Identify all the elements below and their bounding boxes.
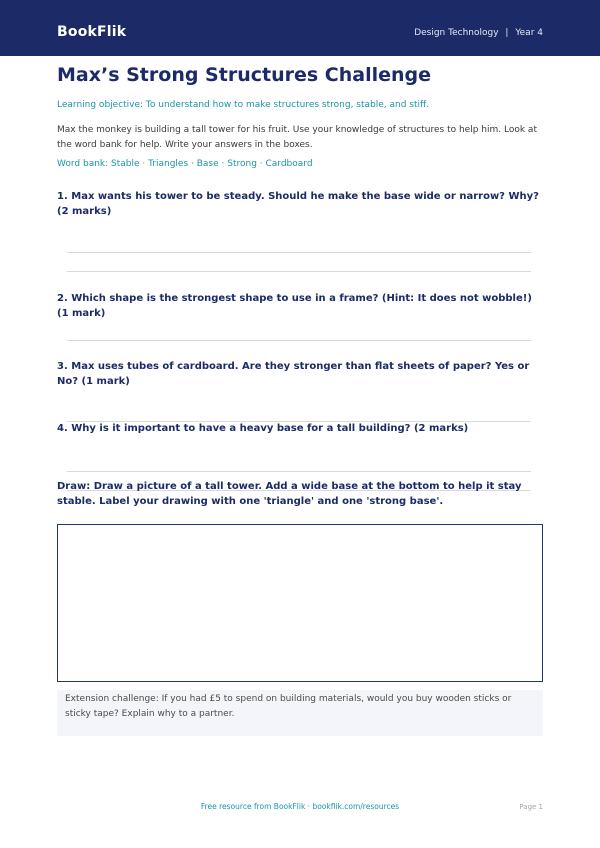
answer-line-1b[interactable]: [67, 271, 531, 272]
draw-prompt: Draw: Draw a picture of a tall tower. Add a wide base at the bottom to help it stay stable. Label your drawing with one 'triangle' and one 'strong base'.: [57, 481, 522, 507]
subject-label: Design Technology: [414, 28, 499, 38]
page-number: Page 1: [519, 803, 543, 811]
year-label: Year 4: [515, 28, 543, 38]
header-bar: [0, 0, 600, 56]
answer-line-4a[interactable]: [67, 471, 531, 472]
question-3: 3. Max uses tubes of cardboard. Are they stronger than flat sheets of paper? Yes or No? (1 mark): [57, 361, 530, 387]
question-1: 1. Max wants his tower to be steady. Should he make the base wide or narrow? Why? (2 marks): [57, 191, 539, 217]
intro-text: Max the monkey is building a tall tower for his fruit. Use your knowledge of structures to help him. Look at the word bank for help. Write your answers in the boxes.: [57, 125, 537, 150]
question-2: 2. Which shape is the strongest shape to use in a frame? (Hint: It does not wobble!) (1 mark): [57, 293, 532, 319]
answer-line-1a[interactable]: [67, 252, 531, 253]
word-bank: Word bank: Stable · Triangles · Base · Strong · Cardboard: [57, 159, 313, 169]
learning-objective: Learning objective: To understand how to make structures strong, stable, and stiff.: [57, 100, 430, 110]
subject-year: [414, 28, 543, 38]
page-title: Max’s Strong Structures Challenge: [57, 64, 431, 86]
meta-separator: |: [505, 28, 509, 38]
footer-credit: Free resource from BookFlik · bookflik.com/resources: [200, 802, 400, 811]
drawing-box[interactable]: [57, 524, 543, 682]
answer-line-2[interactable]: [67, 340, 531, 341]
extension-challenge: Extension challenge: If you had £5 to spend on building materials, would you buy wooden sticks or sticky tape? Explain why to a partner.: [57, 690, 543, 736]
question-4: 4. Why is it important to have a heavy base for a tall building? (2 marks): [57, 423, 469, 434]
brand-logo: BookFlik: [57, 24, 127, 40]
